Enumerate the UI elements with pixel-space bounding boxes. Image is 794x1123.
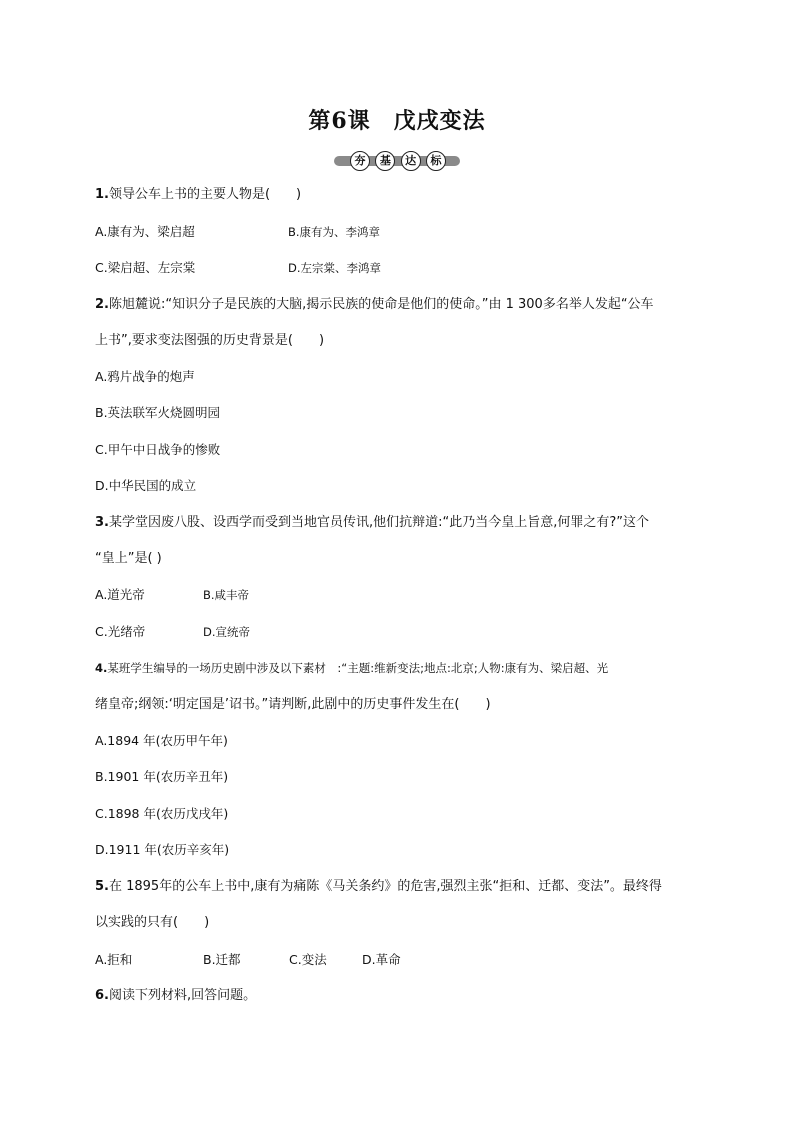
option-b: B.迁都 [203, 952, 241, 967]
question-1 [95, 186, 301, 204]
question-text: 某班学生编导的一场历史剧中涉及以下素材 :“主题:维新变法;地点:北京;人物:康有为、梁启超、光 [107, 661, 609, 675]
option-c: C.光绪帝 [95, 624, 146, 639]
question-4 [95, 659, 608, 677]
badge-char: 基 [375, 151, 395, 171]
option-c: C.甲午中日战争的惨败 [95, 442, 221, 457]
option-d: D.左宗棠、李鸿章 [288, 261, 382, 275]
option-d: D.革命 [362, 952, 401, 967]
question-number: 3. [95, 515, 109, 530]
question-2-continued: 上书”,要求变法图强的历史背景是( ) [95, 333, 325, 348]
question-5 [95, 878, 662, 896]
question-6 [95, 987, 256, 1005]
option-d: D.1911 年(农历辛亥年) [95, 842, 230, 857]
question-number: 4. [95, 661, 108, 675]
question-4-continued: 绪皇帝;纲领:‘明定国是’诏书。”请判断,此剧中的历史事件发生在( ) [95, 697, 491, 712]
option-a: A.拒和 [95, 952, 133, 967]
option-d: D.宣统帝 [203, 625, 251, 639]
option-c: C.梁启超、左宗棠 [95, 260, 196, 275]
option-a: A.1894 年(农历甲午年) [95, 733, 228, 748]
question-text: 在 1895年的公车上书中,康有为痛陈《马关条约》的危害,强烈主张“拒和、迁都、变法”。最终得 [108, 879, 662, 894]
question-text: 阅读下列材料,回答问题。 [108, 988, 257, 1003]
question-text: 某学堂因废八股、设西学而受到当地官员传讯,他们抗辩道:“此乃当今皇上旨意,何罪之有?”这个 [108, 515, 649, 530]
question-2 [95, 296, 654, 314]
section-badge [334, 151, 460, 171]
option-a: A.道光帝 [95, 587, 145, 602]
question-number: 5. [95, 879, 109, 894]
option-b: B.英法联军火烧圆明园 [95, 405, 221, 420]
question-number: 6. [95, 988, 109, 1003]
option-a: A.鸦片战争的炮声 [95, 369, 195, 384]
question-3-continued: “皇上”是( ) [95, 551, 162, 566]
option-d: D.中华民国的成立 [95, 478, 197, 493]
option-b: B.咸丰帝 [203, 588, 250, 602]
option-c: C.1898 年(农历戊戌年) [95, 806, 229, 821]
badge-char: 夯 [350, 151, 370, 171]
badge-char: 标 [426, 151, 446, 171]
question-3 [95, 514, 649, 532]
question-number: 2. [95, 297, 109, 312]
option-a: A.康有为、梁启超 [95, 224, 195, 239]
option-c: C.变法 [289, 952, 327, 967]
question-5-continued: 以实践的只有( ) [95, 915, 210, 930]
question-number: 1. [95, 187, 109, 202]
question-text: 陈旭麓说:“知识分子是民族的大脑,揭示民族的使命是他们的使命。”由 1 300多名举人发起“公车 [108, 297, 654, 312]
page-title: 第6课 戊戌变法 [308, 108, 486, 134]
option-b: B.康有为、李鸿章 [288, 225, 381, 239]
option-b: B.1901 年(农历辛丑年) [95, 769, 229, 784]
question-text: 领导公车上书的主要人物是( ) [108, 187, 302, 202]
badge-char: 达 [401, 151, 421, 171]
